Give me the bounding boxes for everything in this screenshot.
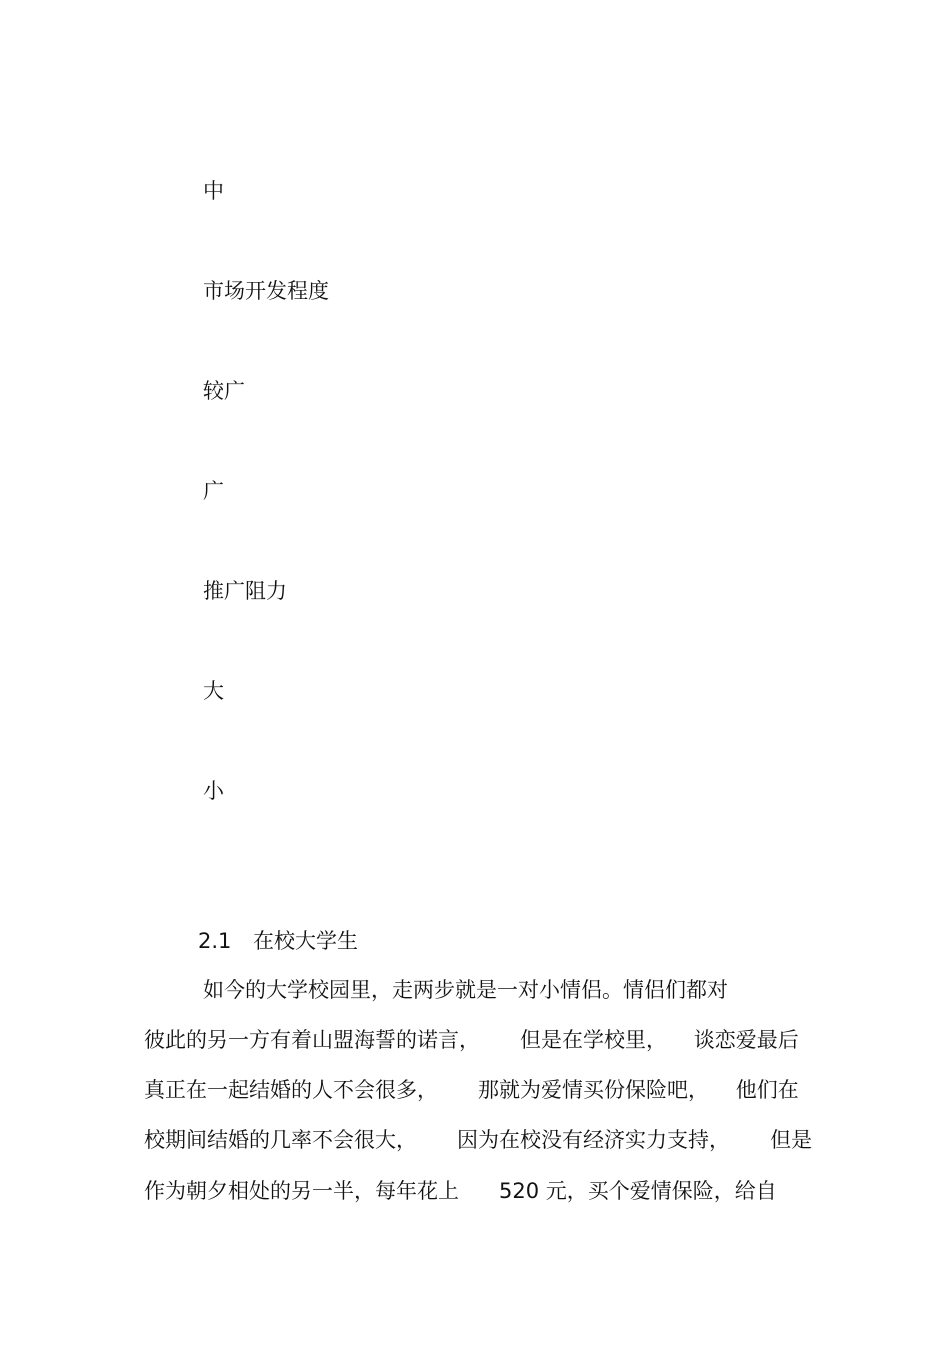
paragraph-line: 彼此的另一方有着山盟海誓的诺言， 但是在学校里， 谈恋爱最后 — [144, 1028, 799, 1052]
section-heading — [198, 928, 358, 954]
table-cell-text: 市场开发程度 — [203, 279, 329, 303]
paragraph-line: 如今的大学校园里，走两步就是一对小情侣。情侣们都对 — [203, 978, 728, 1002]
section-title: 在校大学生 — [253, 929, 358, 953]
section-number: 2.1 — [198, 929, 232, 953]
paragraph-line: 真正在一起结婚的人不会很多， 那就为爱情买份保险吧， 他们在 — [144, 1078, 799, 1102]
table-cell-text: 广 — [203, 479, 224, 503]
table-cell-text: 推广阻力 — [203, 579, 287, 603]
paragraph-line: 作为朝夕相处的另一半，每年花上 520 元，买个爱情保险，给自 — [144, 1179, 777, 1203]
paragraph-line: 校期间结婚的几率不会很大， 因为在校没有经济实力支持， 但是 — [144, 1128, 813, 1152]
table-cell-text: 小 — [203, 779, 224, 803]
table-cell-text: 较广 — [203, 379, 245, 403]
table-cell-text: 大 — [203, 679, 224, 703]
table-cell-text: 中 — [203, 179, 224, 203]
